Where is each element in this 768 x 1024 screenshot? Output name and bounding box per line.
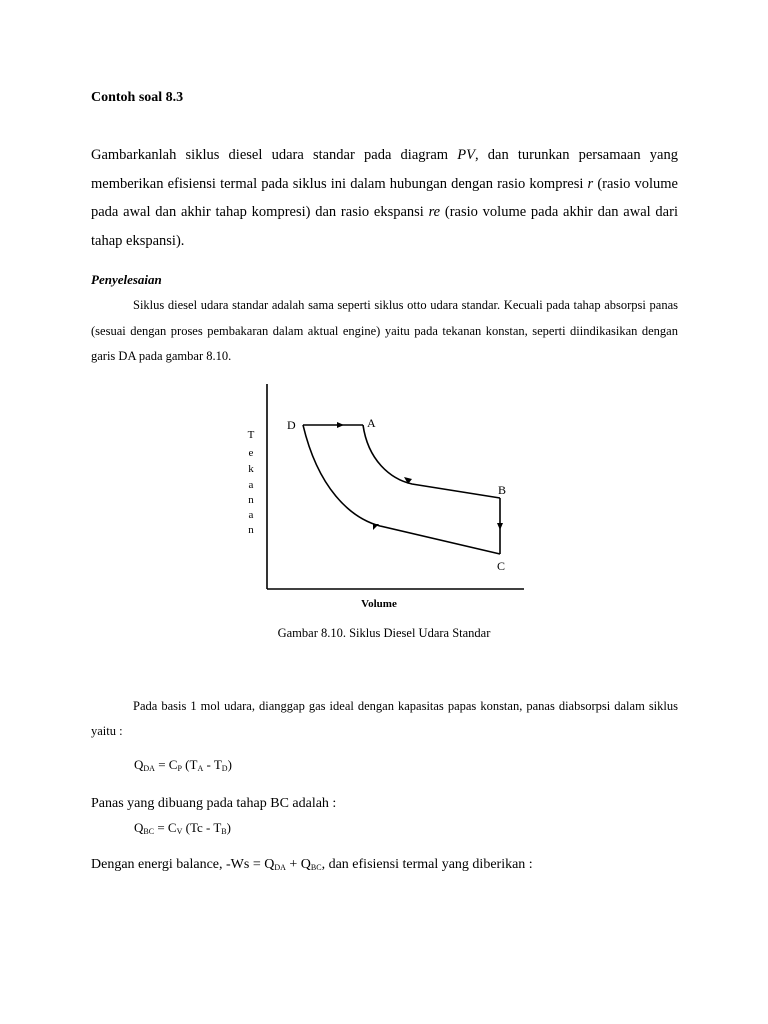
point-label-a: A <box>367 416 376 430</box>
point-label-d: D <box>287 418 296 432</box>
point-label-c: C <box>497 559 506 573</box>
solution-paragraph: Siklus diesel udara standar adalah sama seperti siklus otto udara standar. Kecuali pada tahap absorpsi panas (sesuai dengan proses pembakaran dalam aktual engine) yaitu pada tekanan konstan, seperti diindikasikan dengan garis DA pada gambar 8.10. <box>91 298 678 363</box>
arrow-da <box>337 422 344 428</box>
pv-diagram <box>240 378 530 613</box>
y-label-letter: n <box>248 524 254 536</box>
y-label-letter: n <box>248 494 254 506</box>
y-label-letter: a <box>248 509 254 521</box>
y-label-letter: T <box>247 429 255 441</box>
x-axis-label: Volume <box>361 598 397 610</box>
energy-balance-line: Dengan energi balance, $-Ws = Q_{DA} + Q_{BC}$, dan efisiensi termal yang diberikan : <box>91 857 533 872</box>
example-title: Contoh soal 8.3 <box>91 90 184 105</box>
problem-statement: Gambarkanlah siklus diesel udara standar pada diagram PV, dan turunkan persamaan yang memberikan efisiensi termal pada siklus ini dalam hubungan dengan rasio kompresi r (rasio volume pada awal dan akhir tahap kompresi) dan rasio ekspansi re (rasio volume pada akhir dan awal dari tahap ekspansi). <box>91 147 678 249</box>
basis-paragraph: Pada basis 1 mol udara, dianggap gas ideal dengan kapasitas papas konstan, panas diabsorpsi dalam siklus yaitu : <box>91 699 678 738</box>
solution-heading: Penyelesaian <box>91 272 162 287</box>
y-axis-label <box>248 429 255 536</box>
path-ab <box>363 425 500 498</box>
diesel-cycle-figure <box>240 378 530 613</box>
equation-qbc: $Q_{BC} = C_V$ $(Tc - T_B)$ <box>134 820 231 836</box>
figure-caption: Gambar 8.10. Siklus Diesel Udara Standar <box>277 626 491 640</box>
equation-qda: $Q_{DA} = C_P$ $(T_A - T_D)$ <box>134 757 232 773</box>
bc-heat-line: Panas yang dibuang pada tahap BC adalah : <box>91 796 337 811</box>
y-label-letter: k <box>248 463 254 475</box>
path-cd <box>303 425 500 554</box>
y-label-letter: e <box>248 447 254 459</box>
point-label-b: B <box>498 483 507 497</box>
arrow-bc <box>497 523 503 530</box>
y-label-letter: a <box>248 479 254 491</box>
